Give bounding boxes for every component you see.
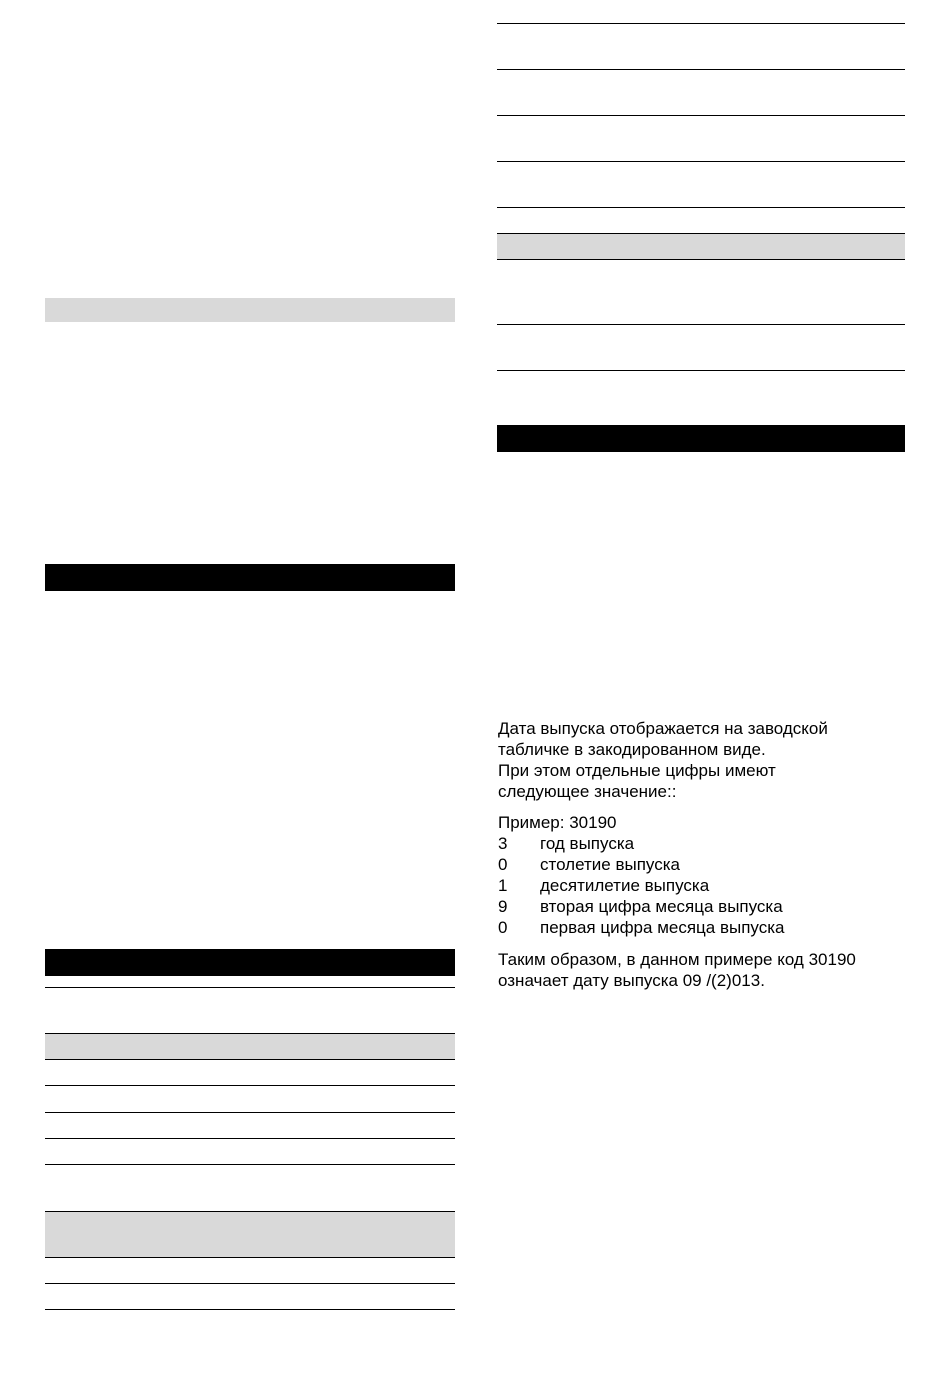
digit-row — [498, 854, 908, 875]
table-rule — [497, 115, 905, 116]
table-rule — [45, 1112, 455, 1113]
digit: 0 — [498, 918, 508, 937]
table-rule — [497, 23, 905, 24]
intro-line: Дата выпуска отображается на заводской — [498, 719, 828, 738]
table-rule — [45, 1164, 455, 1165]
digit-row — [498, 896, 908, 917]
digit: 0 — [498, 855, 508, 874]
example-label: Пример: 30190 — [498, 813, 617, 832]
table-rule — [497, 259, 905, 260]
digit-row — [498, 833, 908, 854]
digit-meaning: год выпуска — [540, 834, 635, 853]
table-rule — [497, 207, 905, 208]
digit-meaning: первая цифра месяца выпуска — [540, 918, 785, 937]
table-rule — [45, 1059, 455, 1060]
table-rule — [45, 1138, 455, 1139]
black-heading-bar-left-1 — [45, 564, 455, 591]
table-rule — [45, 1309, 455, 1310]
digit-meaning: десятилетие выпуска — [540, 876, 710, 895]
table-rule — [45, 1283, 455, 1284]
black-heading-bar-left-2 — [45, 949, 455, 976]
table-rule — [45, 987, 455, 988]
digit-meaning: вторая цифра месяца выпуска — [540, 897, 783, 916]
digit-row — [498, 875, 908, 896]
digit-row — [498, 917, 908, 938]
digit: 1 — [498, 876, 508, 895]
intro-line: табличке в закодированном виде. — [498, 740, 766, 759]
intro-line: При этом отдельные цифры имеют — [498, 761, 776, 780]
table-rule — [497, 324, 905, 325]
table-rule — [45, 1033, 455, 1034]
table-grey-row — [45, 1033, 455, 1059]
digit: 3 — [498, 834, 508, 853]
table-rule — [497, 161, 905, 162]
table-grey-row — [45, 1211, 455, 1257]
conclusion-line: Таким образом, в данном примере код 30190 — [498, 950, 856, 969]
table-rule — [45, 1085, 455, 1086]
digit: 9 — [498, 897, 508, 916]
date-code-example — [498, 812, 908, 938]
grey-heading-bar-left-1 — [45, 298, 455, 322]
digit-meaning: столетие выпуска — [540, 855, 680, 874]
black-heading-bar-right — [497, 425, 905, 452]
table-rule — [45, 1257, 455, 1258]
table-rule — [497, 370, 905, 371]
table-rule — [497, 69, 905, 70]
table-rule — [45, 1211, 455, 1212]
table-grey-row — [497, 233, 905, 260]
intro-line: следующее значение:: — [498, 782, 677, 801]
date-code-intro — [498, 718, 908, 802]
table-rule — [497, 233, 905, 234]
date-code-conclusion — [498, 949, 908, 991]
conclusion-line: означает дату выпуска 09 /(2)013. — [498, 971, 765, 990]
